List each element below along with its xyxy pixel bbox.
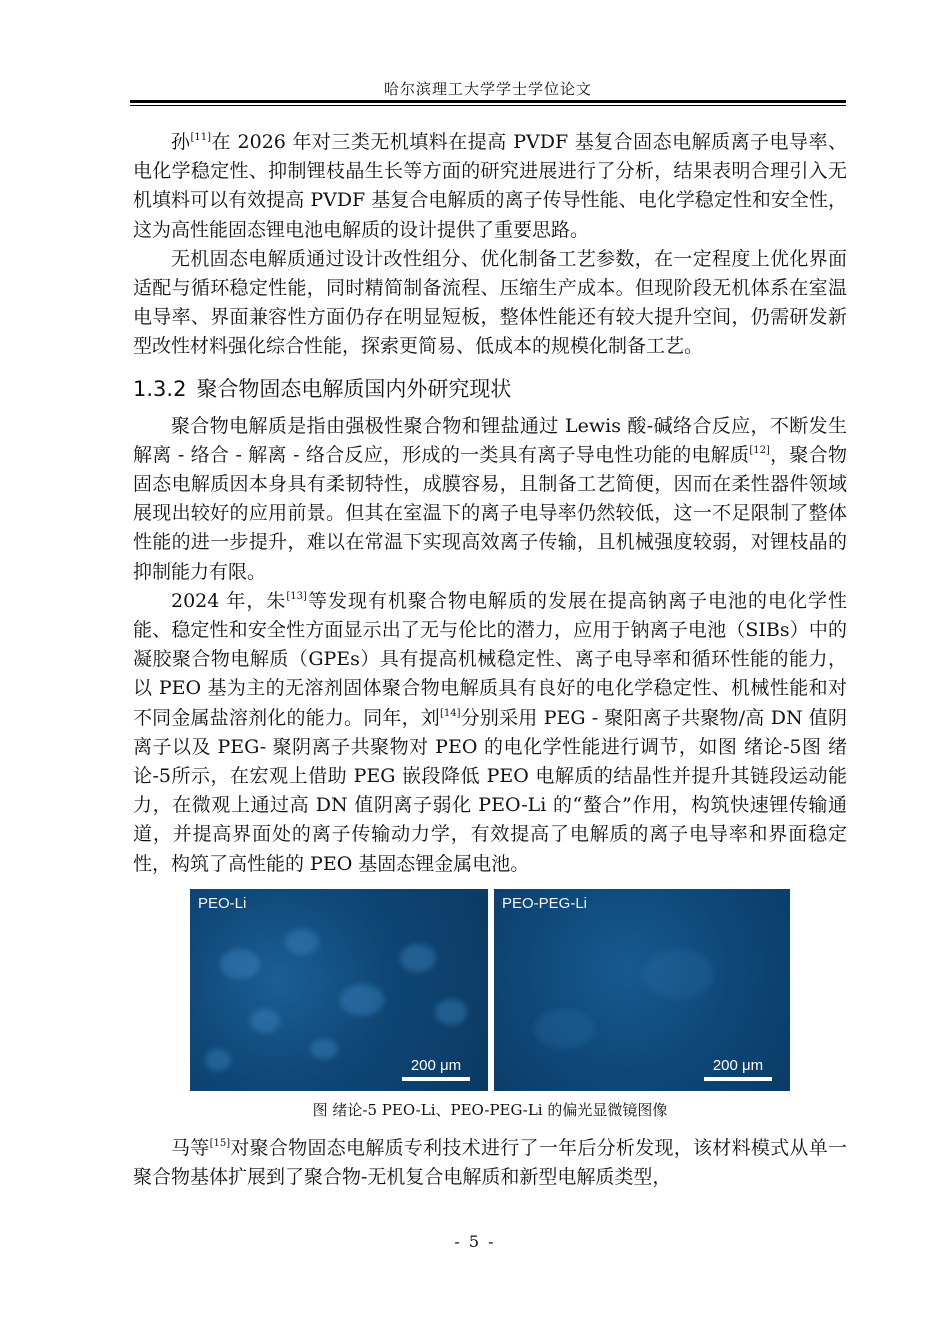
paragraph-3	[133, 412, 847, 587]
section-title: 聚合物固态电解质国内外研究现状	[196, 376, 512, 401]
scale-label: 200 μm	[712, 1056, 764, 1074]
micrograph-peo-peg-li	[494, 889, 790, 1091]
section-heading	[133, 374, 847, 404]
scale-bar-left	[402, 1057, 470, 1081]
paragraph-5	[133, 1134, 847, 1192]
text-run: 在 2026 年对三类无机填料在提高 PVDF 基复合固态电解质离子电导率、电化学稳定性、抑制锂枝晶生长等方面的研究进展进行了分析，结果表明合理引入无机填料可以有效提高 PVDF 基复合电解质的离子传导性能、电化学稳定性和安全性，这为高性能固态锂电池电解质的设计提供了重要思路。	[133, 131, 847, 241]
section-number: 1.3.2	[133, 376, 187, 401]
text-run: 孙	[171, 131, 191, 153]
text-run: 马等	[171, 1136, 210, 1159]
text-run: ，聚合物固态电解质因本身具有柔韧特性，成膜容易，且制备工艺简便，因而在柔性器件领域展现出较好的应用前景。但其在室温下的离子电导率仍然较低，这一不足限制了整体性能的进一步提升，难以在常温下实现高效离子传输，且机械强度较弱，对锂枝晶的抑制能力有限。	[133, 443, 847, 583]
text-run: 聚合物电解质是指由强极性聚合物和锂盐通过 Lewis 酸-碱络合反应，不断发生解离 - 络合 - 解离 - 络合反应，形成的一类具有离子导电性功能的电解质	[133, 414, 847, 466]
panel-label-right: PEO-PEG-Li	[502, 894, 588, 912]
text-run: 对聚合物固态电解质专利技术进行了一年后分析发现，该材料模式从单一聚合物基体扩展到了聚合物-无机复合电解质和新型电解质类型，	[133, 1136, 847, 1189]
paragraph-1	[133, 128, 847, 245]
text-run: 2024 年，朱	[171, 589, 287, 612]
scale-bar-line	[704, 1077, 772, 1081]
citation-12: [12]	[749, 444, 770, 456]
text-run: 分别采用 PEG - 聚阳离子共聚物/高 DN 值阴离子以及 PEG- 聚阴离子共聚物对 PEO 的电化学性能进行调节，如图 绪论-5图 绪论-5所示，在宏观上借助 PEG 嵌段降低 PEO 电解质的结晶性并提升其链段运动能力，在微观上通过高 DN 值阴离子弱化 PEO-Li 的“螯合”作用，构筑快速锂传输通道，并提高界面处的离子传输动力学，有效提高了电解质的离子电导率和界面稳定性，构筑了高性能的 PEO 基固态锂金属电池。	[133, 706, 847, 875]
scale-bar-line	[402, 1077, 470, 1081]
page-number: - 5 -	[454, 1232, 496, 1251]
text-run: 等发现有机聚合物电解质的发展在提高钠离子电池的电化学性能、稳定性和安全性方面显示出了无与伦比的潜力，应用于钠离子电池（SIBs）中的凝胶聚合物电解质（GPEs）具有提高机械稳定性、离子电导率和循环性能的能力，以 PEO 基为主的无溶剂固体聚合物电解质具有良好的电化学稳定性、机械性能和对不同金属盐溶剂化的能力。同年，刘	[133, 589, 847, 729]
paragraph-2: 无机固态电解质通过设计改性组分、优化制备工艺参数，在一定程度上优化界面适配与循环稳定性能，同时精简制备流程、压缩生产成本。但现阶段无机体系在室温电导率、界面兼容性方面仍存在明显短板，整体性能还有较大提升空间，仍需研发新型改性材料强化综合性能，探索更简易、低成本的规模化制备工艺。	[133, 247, 847, 358]
running-header: 哈尔滨理工大学学士学位论文	[383, 80, 592, 98]
panel-label-left: PEO-Li	[198, 894, 247, 912]
paragraph-4	[133, 587, 847, 879]
header-rule	[130, 100, 846, 103]
figure-micrographs	[133, 889, 847, 1091]
citation-11: [11]	[190, 132, 212, 143]
header-rule-thin	[130, 105, 846, 106]
scale-bar-right	[704, 1057, 772, 1081]
citation-15: [15]	[209, 1137, 231, 1149]
citation-13: [13]	[286, 590, 307, 602]
citation-14: [14]	[440, 707, 461, 719]
figure-caption: 图 绪论-5 PEO-Li、PEO-PEG-Li 的偏光显微镜图像	[312, 1100, 668, 1119]
micrograph-peo-li	[190, 889, 488, 1091]
page-body	[133, 128, 847, 1192]
scale-label: 200 μm	[410, 1056, 462, 1074]
